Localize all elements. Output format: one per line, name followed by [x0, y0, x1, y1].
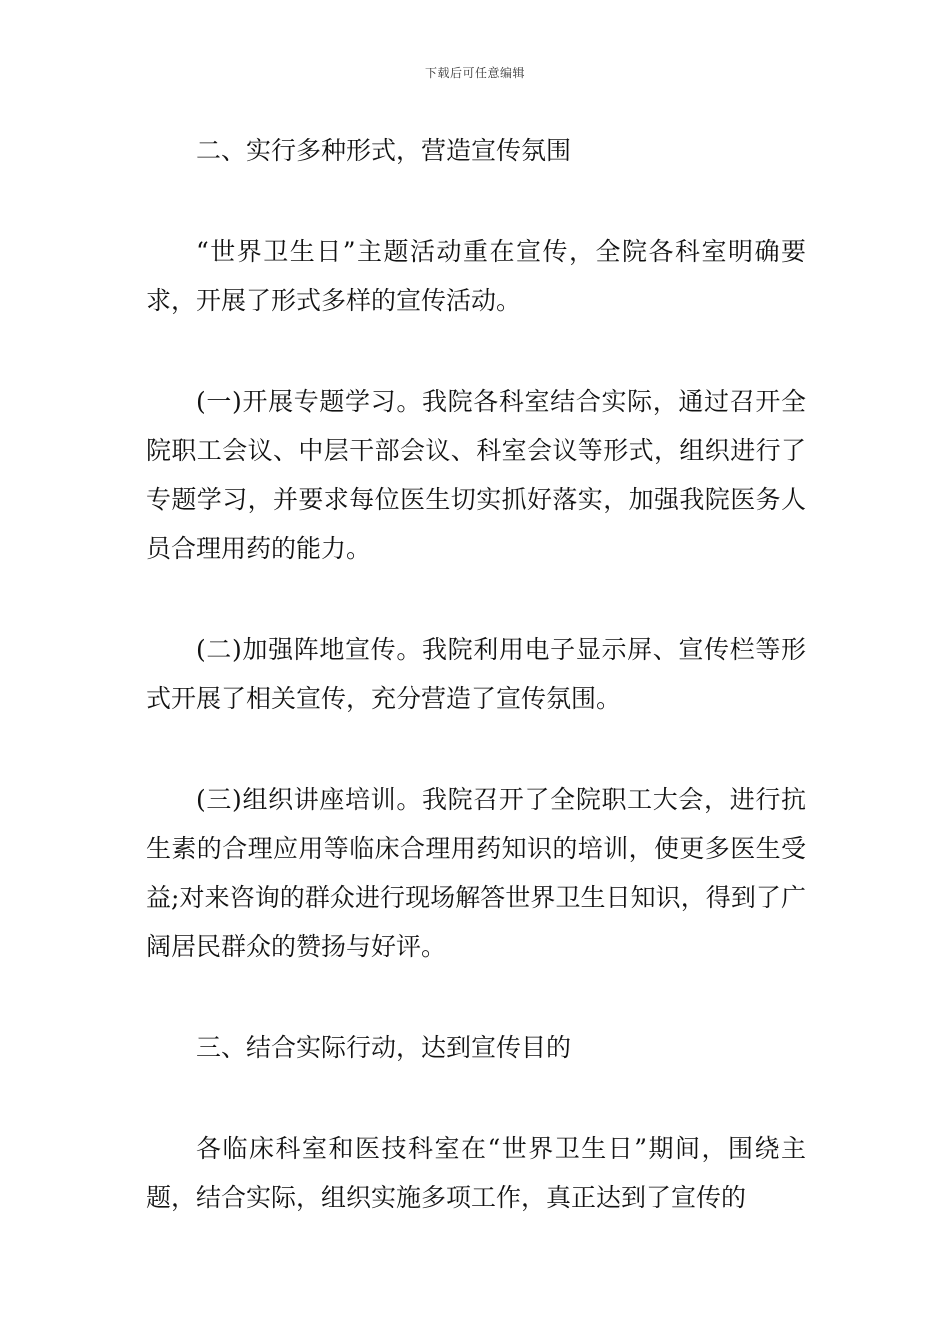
page-header-note: 下载后可任意编辑 [424, 66, 525, 80]
paragraph-departments: 各临床科室和医技科室在“世界卫生日”期间，围绕主题，结合实际，组织实施多项工作，真正达到了宣传的 [146, 1134, 806, 1212]
paragraph-publicity: (二)加强阵地宣传。我院利用电子显示屏、宣传栏等形式开展了相关宣传，充分营造了宣传氛围。 [146, 635, 806, 713]
paragraph-training: (三)组织讲座培训。我院召开了全院职工大会，进行抗生素的合理应用等临床合理用药知识的培训，使更多医生受益;对来咨询的群众进行现场解答世界卫生日知识，得到了广阔居民群众的赞扬与好评。 [146, 785, 806, 961]
paragraph-topic-study: (一)开展专题学习。我院各科室结合实际，通过召开全院职工会议、中层干部会议、科室会议等形式，组织进行了专题学习，并要求每位医生切实抓好落实，加强我院医务人员合理用药的能力。 [146, 387, 806, 563]
document-body [146, 126, 806, 1222]
section-heading-two: 二、实行多种形式，营造宣传氛围 [196, 136, 572, 165]
paragraph-intro: “世界卫生日”主题活动重在宣传，全院各科室明确要求，开展了形式多样的宣传活动。 [146, 237, 806, 315]
section-heading-three: 三、结合实际行动，达到宣传目的 [196, 1033, 572, 1062]
